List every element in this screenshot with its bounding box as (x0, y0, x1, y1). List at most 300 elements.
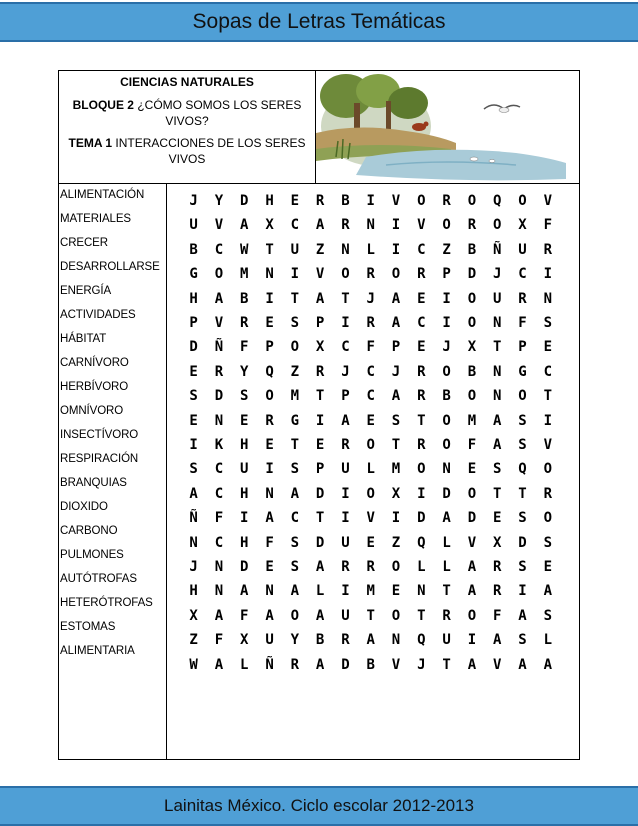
grid-letter: C (417, 241, 426, 258)
grid-letter: A (214, 607, 224, 624)
grid-letter: R (341, 559, 350, 575)
grid-letter: C (543, 363, 553, 380)
grid-letter: R (417, 266, 426, 283)
grid-letter: D (240, 559, 249, 575)
grid-letter: C (290, 510, 300, 527)
grid-letter: N (341, 241, 350, 258)
grid-letter: U (341, 461, 350, 478)
subject-title: CIENCIAS NATURALES (120, 75, 254, 89)
grid-row (181, 386, 560, 406)
grid-letter: N (391, 632, 401, 649)
grid-letter: F (518, 315, 527, 331)
grid-letter: H (265, 193, 274, 209)
grid-letter: N (189, 534, 198, 551)
grid-letter: V (492, 656, 502, 673)
grid-letter: N (417, 583, 426, 600)
grid-row (181, 508, 560, 528)
word-item: RESPIRACIÓN (60, 453, 139, 465)
grid-row (181, 557, 560, 577)
grid-letter: P (341, 388, 350, 405)
grid-letter: X (391, 485, 401, 502)
grid-letter: X (240, 632, 249, 649)
grid-letter: S (518, 412, 527, 429)
word-item: CRECER (60, 237, 108, 249)
grid-letter: E (366, 412, 375, 429)
grid-letter: L (315, 583, 325, 600)
grid-letter: H (189, 583, 198, 600)
grid-letter: R (417, 437, 426, 453)
grid-letter: E (543, 339, 553, 356)
grid-letter: I (315, 412, 325, 429)
grid-letter: S (518, 632, 527, 649)
grid-letter: D (467, 510, 477, 527)
grid-letter: S (290, 559, 300, 575)
grid-letter: U (341, 534, 350, 551)
grid-letter: H (240, 437, 249, 453)
grid-letter: U (341, 607, 350, 624)
grid-letter: T (391, 437, 401, 453)
grid-letter: Z (290, 363, 300, 380)
grid-letter: Ñ (492, 241, 502, 258)
grid-letter: M (391, 461, 401, 478)
grid-letter: E (467, 461, 477, 478)
grid-letter: U (265, 632, 274, 649)
grid-letter: A (315, 607, 325, 624)
grid-letter: I (391, 510, 401, 527)
grid-letter: T (341, 290, 350, 307)
grid-letter: N (214, 412, 224, 429)
word-item: HERBÍVORO (60, 381, 129, 393)
grid-letter: A (265, 510, 274, 527)
grid-letter: O (518, 388, 527, 405)
grid-letter: T (290, 437, 300, 453)
grid-letter: P (391, 339, 401, 356)
grid-letter: F (214, 632, 224, 649)
grid-letter: L (442, 534, 451, 551)
grid-letter: T (417, 412, 426, 429)
grid-letter: O (290, 339, 300, 356)
grid-letter: A (240, 583, 249, 600)
grid-letter: F (265, 534, 274, 551)
grid-letter: I (442, 315, 451, 331)
grid-letter: A (290, 583, 300, 600)
grid-row (181, 533, 560, 553)
grid-letter: P (442, 266, 451, 283)
grid-letter: Z (315, 241, 325, 258)
grid-letter: R (366, 315, 375, 331)
grid-letter: P (265, 339, 274, 356)
grid-letter: R (341, 437, 350, 453)
grid-letter: R (290, 656, 300, 673)
grid-letter: O (442, 437, 451, 453)
grid-letter: F (214, 510, 224, 527)
grid-letter: A (341, 412, 350, 429)
grid-letter: V (315, 266, 325, 283)
grid-letter: I (290, 266, 300, 283)
grid-letter: V (543, 437, 553, 453)
grid-letter: G (518, 363, 527, 380)
grid-letter: T (315, 510, 325, 527)
grid-letter: R (240, 315, 249, 331)
grid-letter: N (492, 315, 502, 331)
grid-row (181, 581, 560, 601)
grid-letter: C (417, 315, 426, 331)
grid-letter: V (417, 217, 426, 234)
grid-row (181, 264, 560, 284)
grid-letter: E (315, 437, 325, 453)
grid-letter: D (442, 485, 451, 502)
grid-letter: S (189, 388, 198, 405)
grid-letter: B (442, 388, 451, 405)
grid-letter: V (214, 217, 224, 234)
word-item: HETERÓTROFAS (60, 597, 153, 609)
grid-letter: E (543, 559, 553, 575)
grid-letter: B (189, 241, 198, 258)
grid-letter: V (391, 656, 401, 673)
grid-letter: Q (492, 193, 502, 209)
grid-letter: C (214, 241, 224, 258)
grid-letter: E (189, 363, 198, 380)
page-title: Sopas de Letras Temáticas (192, 10, 446, 33)
grid-letter: Q (265, 363, 274, 380)
grid-letter: O (265, 388, 274, 405)
grid-letter: A (518, 607, 527, 624)
grid-letter: G (189, 266, 198, 283)
grid-row (181, 435, 560, 455)
grid-letter: B (341, 193, 350, 209)
grid-letter: R (214, 363, 224, 380)
grid-letter: S (189, 461, 198, 478)
grid-letter: M (290, 388, 300, 405)
grid-letter: Ñ (265, 656, 274, 673)
grid-letter: I (265, 290, 274, 307)
grid-letter: D (315, 534, 325, 551)
grid-letter: O (341, 266, 350, 283)
grid-letter: E (417, 339, 426, 356)
grid-letter: S (240, 388, 249, 405)
grid-letter: N (214, 583, 224, 600)
grid-letter: Q (518, 461, 527, 478)
grid-letter: R (518, 290, 527, 307)
grid-letter: C (290, 217, 300, 234)
grid-letter: I (265, 461, 274, 478)
grid-letter: E (265, 437, 274, 453)
grid-letter: L (417, 559, 426, 575)
grid-letter: L (366, 241, 375, 258)
grid-letter: B (467, 363, 477, 380)
grid-letter: A (214, 290, 224, 307)
grid-letter: J (417, 656, 426, 673)
grid-letter: I (341, 485, 350, 502)
grid-letter: R (265, 412, 274, 429)
grid-letter: C (366, 388, 375, 405)
grid-letter: A (240, 217, 249, 234)
grid-letter: I (467, 632, 477, 649)
grid-letter: V (543, 193, 553, 209)
word-item: ENERGÍA (60, 285, 112, 297)
grid-letter: R (417, 363, 426, 380)
grid-letter: T (492, 485, 502, 502)
grid-letter: I (391, 217, 401, 234)
grid-letter: O (417, 461, 426, 478)
grid-letter: A (492, 437, 502, 453)
grid-letter: O (214, 266, 224, 283)
grid-letter: S (290, 534, 300, 551)
grid-letter: D (214, 388, 224, 405)
grid-letter: I (417, 485, 426, 502)
grid-letter: A (214, 656, 224, 673)
grid-letter: M (467, 412, 477, 429)
grid-letter: V (391, 193, 401, 209)
grid-letter: N (442, 461, 451, 478)
grid-letter: E (391, 583, 401, 600)
grid-letter: A (265, 607, 274, 624)
grid-letter: Z (442, 241, 451, 258)
grid-letter: S (543, 534, 553, 551)
grid-letter: F (240, 607, 249, 624)
grid-letter: N (492, 363, 502, 380)
grid-letter: D (315, 485, 325, 502)
grid-letter: O (442, 217, 451, 234)
grid-letter: F (240, 339, 249, 356)
grid-letter: B (240, 290, 249, 307)
word-item: HÁBITAT (60, 333, 107, 345)
grid-letter: L (442, 559, 451, 575)
grid-letter: P (189, 315, 198, 331)
grid-letter: D (518, 534, 527, 551)
grid-letter: N (265, 266, 274, 283)
grid-letter: A (492, 412, 502, 429)
grid-letter: B (366, 656, 375, 673)
grid-letter: T (417, 607, 426, 624)
grid-letter: C (214, 485, 224, 502)
nature-illustration (316, 71, 579, 184)
grid-letter: A (467, 559, 477, 575)
word-item: ESTOMAS (60, 621, 116, 633)
grid-letter: B (315, 632, 325, 649)
grid-letter: P (315, 315, 325, 331)
grid-letter: A (315, 656, 325, 673)
grid-letter: O (492, 217, 502, 234)
word-item: OMNÍVORO (60, 405, 124, 417)
grid-letter: R (417, 388, 426, 405)
grid-letter: Y (290, 632, 300, 649)
grid-letter: R (442, 607, 451, 624)
grid-letter: T (492, 339, 502, 356)
grid-letter: W (189, 656, 198, 673)
grid-row (181, 484, 560, 504)
grid-letter: L (240, 656, 249, 673)
grid-letter: D (417, 510, 426, 527)
grid-row (181, 289, 560, 309)
grid-letter: N (265, 583, 274, 600)
grid-letter: O (467, 388, 477, 405)
grid-letter: Q (417, 632, 426, 649)
grid-letter: Ñ (189, 510, 198, 527)
grid-letter: A (442, 510, 451, 527)
grid-letter: Y (214, 193, 224, 209)
grid-letter: I (543, 412, 553, 429)
grid-letter: A (543, 583, 553, 600)
word-item: PULMONES (60, 549, 124, 561)
grid-letter: I (391, 241, 401, 258)
grid-letter: R (315, 363, 325, 380)
grid-letter: J (442, 339, 451, 356)
grid-letter: E (492, 510, 502, 527)
grid-letter: U (189, 217, 198, 234)
grid-letter: T (543, 388, 553, 405)
grid-letter: R (366, 266, 375, 283)
grid-letter: O (543, 510, 553, 527)
grid-letter: F (492, 607, 502, 624)
grid-letter: R (315, 193, 325, 209)
grid-letter: D (189, 339, 198, 356)
word-item: AUTÓTROFAS (60, 573, 137, 585)
footer-banner (0, 786, 638, 826)
block-text: ¿CÓMO SOMOS LOS SERES VIVOS? (137, 98, 302, 128)
grid-letter: E (189, 412, 198, 429)
theme-text: INTERACCIONES DE LOS SERES VIVOS (115, 136, 306, 166)
grid-letter: F (467, 437, 477, 453)
grid-letter: C (214, 461, 224, 478)
grid-letter: I (341, 510, 350, 527)
grid-letter: X (315, 339, 325, 356)
grid-letter: C (366, 363, 375, 380)
grid-letter: O (467, 485, 477, 502)
grid-letter: M (366, 583, 375, 600)
grid-letter: D (467, 266, 477, 283)
grid-letter: R (492, 583, 502, 600)
grid-letter: O (366, 437, 375, 453)
grid-row (181, 459, 560, 479)
grid-letter: X (189, 607, 198, 624)
grid-letter: H (189, 290, 198, 307)
grid-row (181, 240, 560, 260)
grid-letter: R (467, 217, 477, 234)
grid-letter: N (543, 290, 553, 307)
theme-line (63, 135, 311, 167)
grid-letter: G (290, 412, 300, 429)
grid-letter: O (290, 607, 300, 624)
grid-letter: T (265, 241, 274, 258)
grid-letter: U (518, 241, 527, 258)
grid-letter: I (366, 193, 375, 209)
title-banner (0, 2, 638, 42)
grid-letter: D (341, 656, 350, 673)
grid-letter: P (315, 461, 325, 478)
grid-letter: O (518, 193, 527, 209)
grid-letter: O (467, 607, 477, 624)
grid-letter: N (214, 559, 224, 575)
grid-letter: R (543, 485, 553, 502)
grid-letter: S (290, 461, 300, 478)
grid-letter: W (240, 241, 249, 258)
grid-letter: V (214, 315, 224, 331)
grid-letter: A (543, 656, 553, 673)
topic-info (59, 71, 316, 184)
worksheet (58, 70, 580, 760)
grid-letter: A (315, 290, 325, 307)
grid-letter: A (467, 656, 477, 673)
grid-letter: T (366, 607, 375, 624)
grid-letter: C (341, 339, 350, 356)
grid-letter: U (240, 461, 249, 478)
grid-letter: U (442, 632, 451, 649)
grid-row (181, 191, 560, 211)
grid-letter: N (265, 485, 274, 502)
grid-letter: E (265, 559, 274, 575)
grid-letter: T (442, 656, 451, 673)
grid-row (181, 630, 560, 650)
grid-letter: I (543, 266, 553, 283)
grid-letter: A (189, 485, 198, 502)
grid-letter: S (290, 315, 300, 331)
grid-letter: F (543, 217, 553, 234)
grid-letter: U (492, 290, 502, 307)
grid-row (181, 655, 560, 675)
grid-letter: I (442, 290, 451, 307)
grid-letter: T (442, 583, 451, 600)
grid-letter: X (265, 217, 274, 234)
grid-letter: V (366, 510, 375, 527)
grid-letter: E (240, 412, 249, 429)
block-label: BLOQUE 2 (72, 98, 134, 112)
grid-letter: R (366, 559, 375, 575)
grid-letter: O (467, 315, 477, 331)
grid-letter: I (341, 583, 350, 600)
grid-letter: A (492, 632, 502, 649)
grid-letter: N (366, 217, 375, 234)
grid-letter: S (518, 559, 527, 575)
grid-letter: O (467, 193, 477, 209)
grid-letter: Z (189, 632, 198, 649)
grid-letter: A (391, 388, 401, 405)
grid-letter: I (341, 315, 350, 331)
grid-letter: J (492, 266, 502, 283)
grid-letter: L (366, 461, 375, 478)
grid-letter: A (467, 583, 477, 600)
grid-letter: O (391, 607, 401, 624)
grid-letter: L (543, 632, 553, 649)
grid-letter: Y (240, 363, 249, 380)
word-item: INSECTÍVORO (60, 429, 139, 441)
word-item: CARBONO (60, 525, 118, 537)
grid-letter: S (518, 510, 527, 527)
grid-letter: Q (417, 534, 426, 551)
word-item: CARNÍVORO (60, 357, 129, 369)
word-item: ALIMENTACIÓN (60, 189, 145, 201)
grid-letter: S (391, 412, 401, 429)
grid-letter: A (366, 632, 375, 649)
grid-letter: Ñ (214, 339, 224, 356)
block-line (63, 97, 311, 129)
grid-letter: J (366, 290, 375, 307)
grid-letter: B (467, 241, 477, 258)
grid-letter: X (467, 339, 477, 356)
grid-letter: M (240, 266, 249, 283)
grid-row (181, 411, 560, 431)
word-item: DIOXIDO (60, 501, 108, 513)
grid-letter: O (366, 485, 375, 502)
grid-letter: A (391, 290, 401, 307)
grid-letter: C (518, 266, 527, 283)
grid-letter: X (492, 534, 502, 551)
grid-letter: J (341, 363, 350, 380)
word-item: MATERIALES (60, 213, 131, 225)
word-item: ALIMENTARIA (60, 645, 135, 657)
grid-letter: I (189, 437, 198, 453)
grid-letter: H (240, 485, 249, 502)
